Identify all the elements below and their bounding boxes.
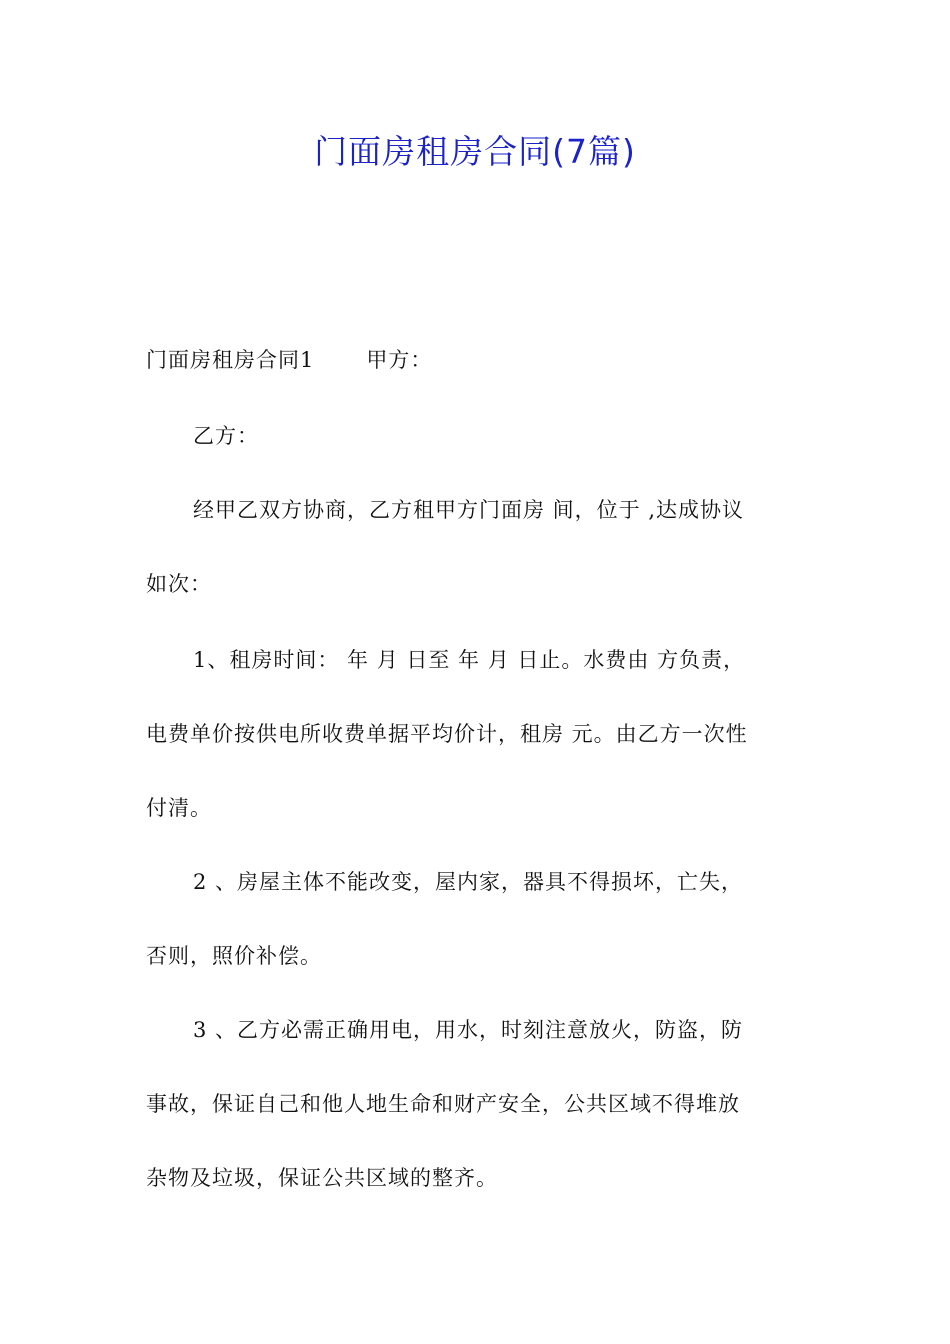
- clause-3-line-1: 3 、乙方必需正确用电，用水，时刻注意放火，防盗，防: [193, 1018, 744, 1042]
- clause-2-line-1: 2 、房屋主体不能改变，屋内家，器具不得损坏，亡失，: [193, 870, 744, 894]
- party-b-label: 乙方：: [193, 424, 259, 448]
- clause-1-line-3: 付清。: [146, 796, 212, 820]
- clause-1-line-2: 电费单价按供电所收费单据平均价计，租房 元。由乙方一次性: [146, 722, 748, 746]
- page-title: 门面房租房合同(7篇): [314, 132, 636, 171]
- clause-3-line-3: 杂物及垃圾，保证公共区域的整齐。: [146, 1166, 498, 1190]
- intro-line-2: 如次：: [146, 572, 212, 596]
- contract-label: 门面房租房合同1: [146, 348, 315, 372]
- clause-1-line-1: 1、租房时间： 年 月 日至 年 月 日止。水费由 方负责，: [193, 648, 746, 672]
- clause-2-line-2: 否则，照价补偿。: [146, 944, 322, 968]
- clause-3-line-2: 事故，保证自己和他人地生命和财产安全，公共区域不得堆放: [146, 1092, 740, 1116]
- party-a-label: 甲方：: [366, 348, 433, 372]
- intro-line-1: 经甲乙双方协商，乙方租甲方门面房 间，位于 ,达成协议: [193, 498, 745, 522]
- contract-heading-line: [146, 344, 432, 376]
